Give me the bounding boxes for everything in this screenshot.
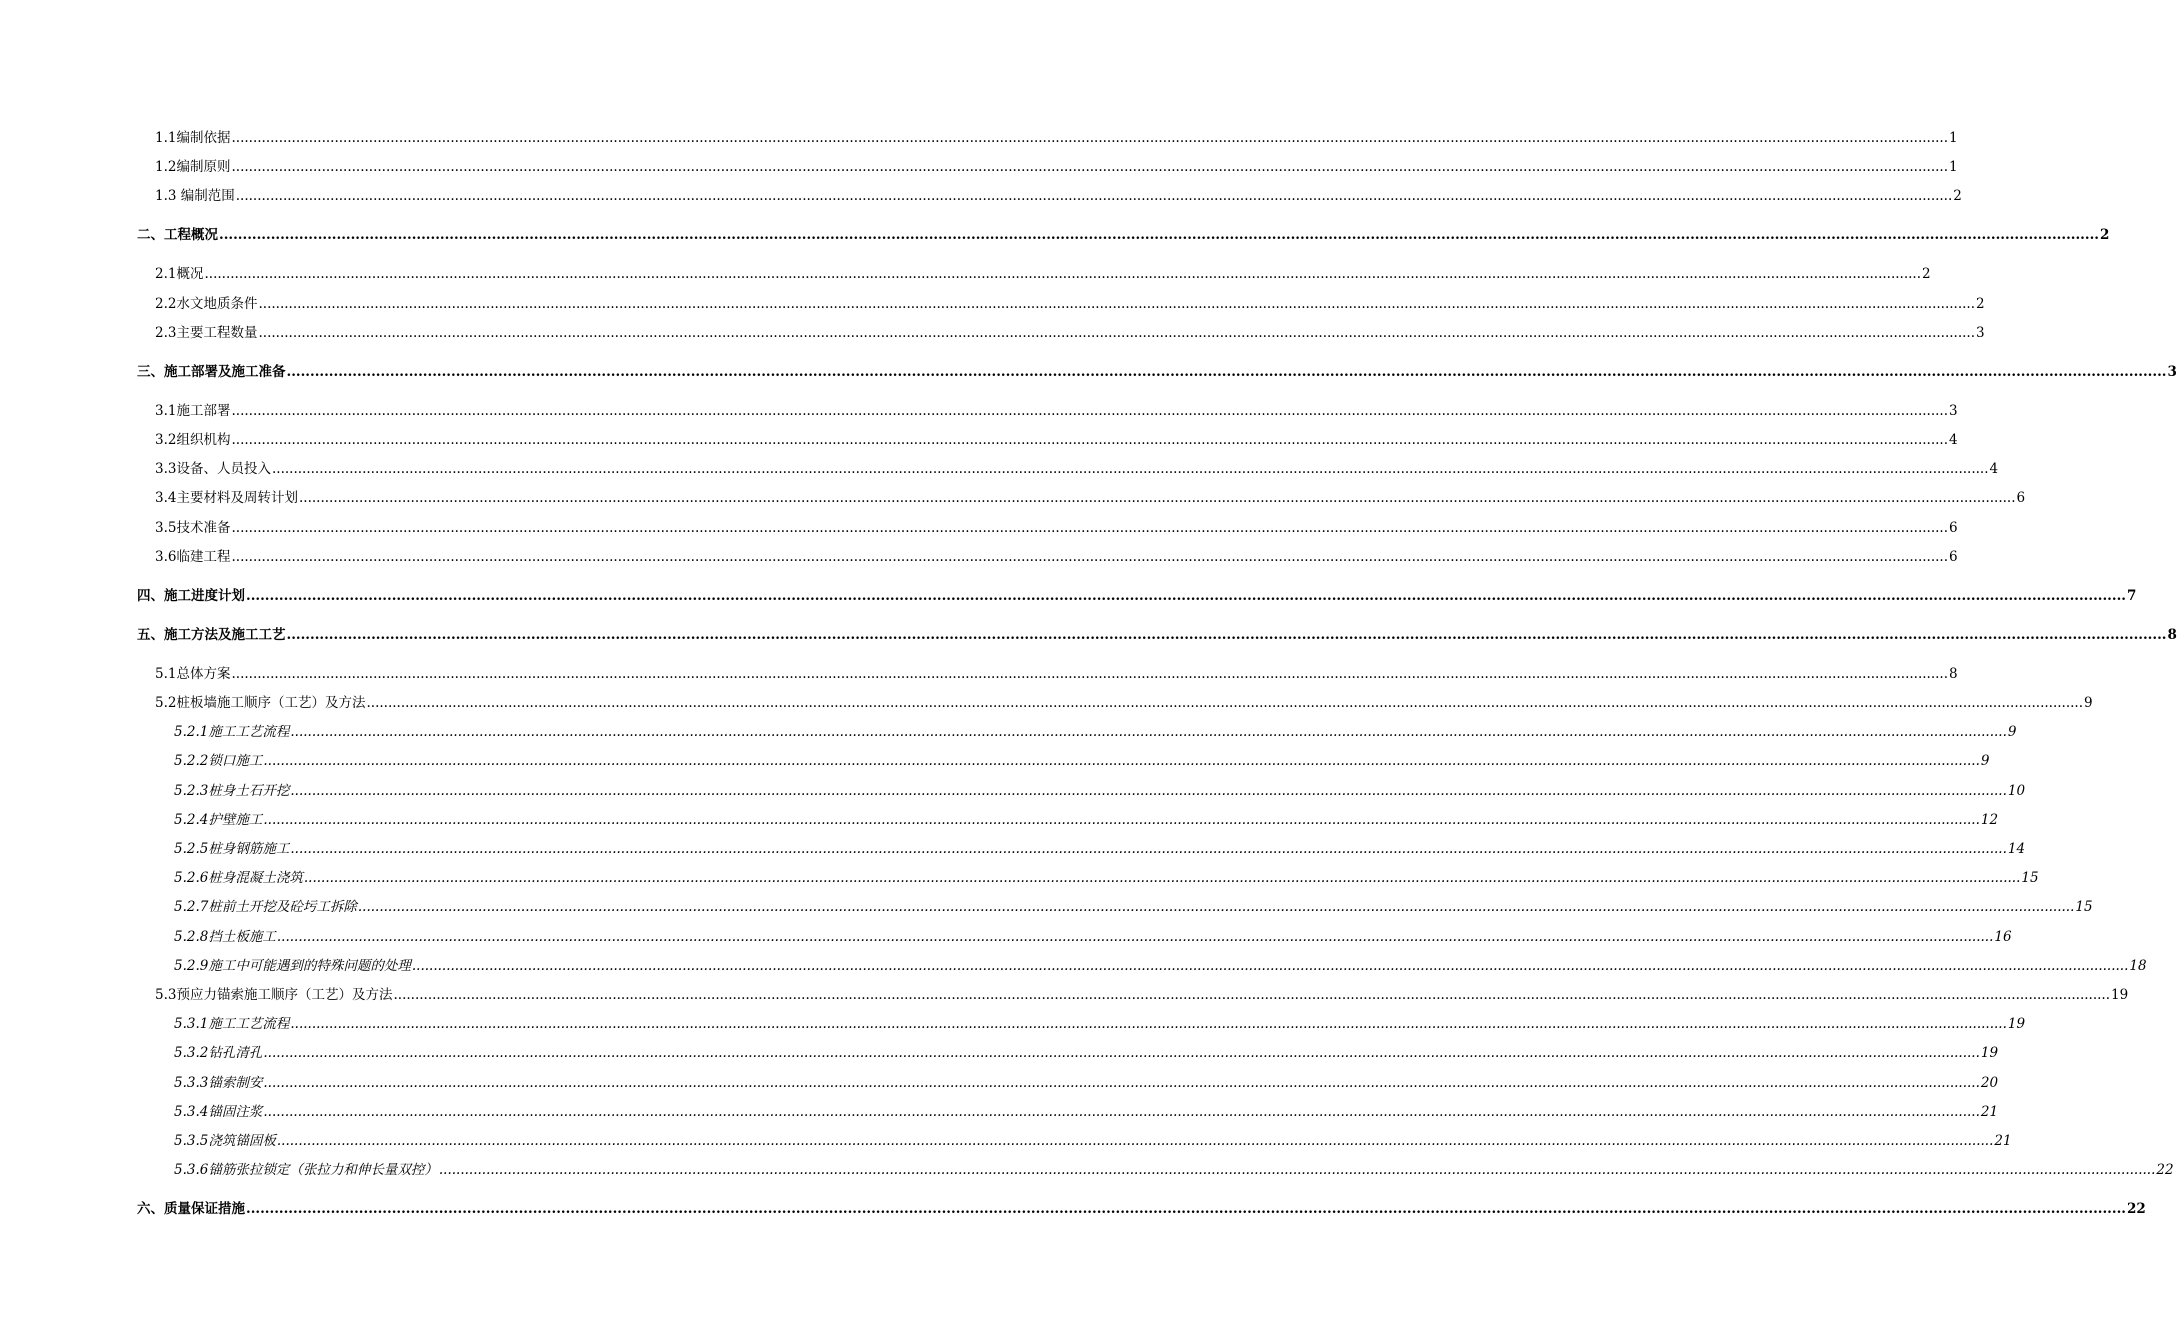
toc-heading[interactable] [137,360,2177,380]
toc-leader-dots: ................................................................................................................................................................................................................................................................................................................................................................................................................ [366,695,2083,711]
toc-leader-dots: ................................................................................................................................................................................................................................................................................................................................................................................................................ [271,461,1989,478]
toc-entry-title: 5.2.8挡土板施工 [174,928,276,945]
toc-entry-title: 1.2编制原则 [155,159,231,176]
toc-leader-dots: ................................................................................................................................................................................................................................................................................................................................................................................................................ [298,490,2016,507]
toc-entry[interactable] [155,457,1999,478]
toc-entry-title: 5.2.1施工工艺流程 [174,724,290,741]
toc-entry-title: 四、施工进度计划 [137,587,245,604]
toc-leader-dots: ................................................................................................................................................................................................................................................................................................................................................................................................................ [286,363,2167,380]
toc-page-number: 9 [2084,695,2093,711]
toc-leader-dots: ................................................................................................................................................................................................................................................................................................................................................................................................................ [290,724,2007,741]
toc-page-number: 2 [1976,295,1985,312]
toc-entry[interactable] [155,184,1962,205]
toc-page-number: 15 [2021,870,2039,887]
toc-entry[interactable] [174,808,1999,828]
toc-entry-title: 2.1概况 [155,266,204,283]
toc-entry-title: 六、质量保证措施 [137,1201,245,1218]
toc-page-number: 20 [1980,1074,1999,1091]
toc-page-number: 19 [2111,987,2129,1003]
toc-entry-title: 二、工程概况 [137,227,218,244]
toc-page-number: 3 [2167,363,2177,380]
toc-leader-dots: ................................................................................................................................................................................................................................................................................................................................................................................................................ [231,519,1948,536]
toc-entry-title: 5.3.3锚索制安 [174,1074,263,1091]
toc-heading[interactable] [137,623,2177,643]
toc-leader-dots: ................................................................................................................................................................................................................................................................................................................................................................................................................ [263,753,1980,770]
toc-entry[interactable] [174,1129,2012,1149]
toc-page-number: 15 [2075,899,2093,916]
toc-page-number: 1 [1949,159,1958,176]
toc-leader-dots: ................................................................................................................................................................................................................................................................................................................................................................................................................ [393,987,2110,1003]
toc-entry-title: 5.2.9施工中可能遇到的特殊问题的处理 [174,957,411,974]
toc-entry[interactable] [174,954,2147,974]
toc-leader-dots: ................................................................................................................................................................................................................................................................................................................................................................................................................ [290,841,2007,857]
toc-page-number: 9 [2007,724,2017,741]
toc-leader-dots: ................................................................................................................................................................................................................................................................................................................................................................................................................ [263,1074,1980,1091]
toc-entry-title: 5.2.6桩身混凝土浇筑 [174,870,303,887]
toc-page-number: 9 [1980,753,1990,770]
toc-leader-dots: ................................................................................................................................................................................................................................................................................................................................................................................................................ [276,928,1994,945]
toc-entry[interactable] [174,895,2093,916]
toc-entry-title: 5.2桩板墙施工顺序（工艺）及方法 [155,695,366,711]
toc-heading[interactable] [137,1197,2146,1218]
toc-heading[interactable] [137,584,2137,604]
toc-page-number: 21 [1980,1103,1999,1120]
toc-leader-dots: ................................................................................................................................................................................................................................................................................................................................................................................................................ [263,1103,1980,1120]
toc-page-number: 22 [2126,1201,2146,1218]
toc-entry[interactable] [155,691,2093,711]
toc-entry[interactable] [174,1071,1999,1091]
toc-page-number: 6 [1949,548,1958,565]
toc-entry-title: 3.6临建工程 [155,548,231,565]
toc-leader-dots: ................................................................................................................................................................................................................................................................................................................................................................................................................ [231,432,1948,448]
toc-entry-title: 5.2.3桩身土石开挖 [174,782,290,799]
toc-page-number: 16 [1994,928,2012,945]
toc-page-number: 12 [1980,811,1999,828]
toc-entry-title: 5.2.5桩身钢筋施工 [174,841,290,857]
toc-leader-dots: ................................................................................................................................................................................................................................................................................................................................................................................................................ [290,1016,2007,1033]
toc-leader-dots: ................................................................................................................................................................................................................................................................................................................................................................................................................ [235,188,1953,205]
toc-entry-title: 5.3.5浇筑锚固板 [174,1133,276,1149]
toc-page-number: 4 [1949,432,1958,448]
toc-page-number: 7 [2126,587,2137,604]
toc-entry[interactable] [174,925,2012,945]
toc-page-number: 2 [1922,266,1931,283]
toc-leader-dots: ................................................................................................................................................................................................................................................................................................................................................................................................................ [219,227,2099,244]
toc-entry[interactable] [174,1012,2026,1033]
toc-page-number: 19 [2007,1016,2026,1033]
toc-entry-title: 三、施工部署及施工准备 [137,363,286,380]
toc-entry-title: 1.3 编制范围 [155,188,235,205]
toc-entry-title: 2.2水文地质条件 [155,295,258,312]
toc-page-number: 2 [1953,188,1962,205]
toc-leader-dots: ................................................................................................................................................................................................................................................................................................................................................................................................................ [286,626,2167,643]
toc-leader-dots: ................................................................................................................................................................................................................................................................................................................................................................................................................ [438,1162,2156,1179]
toc-entry[interactable] [155,983,2129,1003]
toc-page-number: 18 [2129,957,2147,974]
toc-entry-title: 3.2组织机构 [155,432,231,448]
toc-entry-title: 5.3预应力锚索施工顺序（工艺）及方法 [155,987,393,1003]
toc-leader-dots: ................................................................................................................................................................................................................................................................................................................................................................................................................ [411,957,2129,974]
toc-entry-title: 1.1编制依据 [155,130,231,146]
toc-leader-dots: ................................................................................................................................................................................................................................................................................................................................................................................................................ [290,782,2007,799]
toc-page-number: 1 [1949,130,1958,146]
toc-page-number: 4 [1989,461,1999,478]
toc-leader-dots: ................................................................................................................................................................................................................................................................................................................................................................................................................ [246,587,2126,604]
toc-page-number: 6 [2016,490,2026,507]
toc-leader-dots: ................................................................................................................................................................................................................................................................................................................................................................................................................ [258,324,1975,341]
toc-leader-dots: ................................................................................................................................................................................................................................................................................................................................................................................................................ [231,159,1948,176]
toc-entry[interactable] [155,155,1958,176]
toc-entry[interactable] [155,545,1958,565]
toc-entry-title: 5.3.4锚固注浆 [174,1103,263,1120]
toc-entry[interactable] [174,749,1990,770]
toc-entry-title: 5.1总体方案 [155,665,231,682]
toc-entry-title: 5.2.7桩前土开挖及砼圬工拆除 [174,899,357,916]
toc-entry-title: 3.5技术准备 [155,519,231,536]
toc-leader-dots: ................................................................................................................................................................................................................................................................................................................................................................................................................ [246,1201,2126,1218]
toc-leader-dots: ................................................................................................................................................................................................................................................................................................................................................................................................................ [263,811,1980,828]
toc-page-number: 10 [2007,782,2026,799]
toc-entry-title: 五、施工方法及施工工艺 [137,626,286,643]
toc-entry[interactable] [155,321,1985,341]
toc-page-number: 8 [1949,665,1958,682]
toc-entry-title: 5.2.4护壁施工 [174,811,263,828]
toc-entry[interactable] [155,486,2026,507]
toc-page-number: 14 [2007,841,2026,857]
toc-page-number: 3 [1976,324,1985,341]
toc-heading[interactable] [137,223,2110,244]
toc-page-number: 8 [2167,626,2177,643]
toc-entry-title: 2.3主要工程数量 [155,324,258,341]
toc-leader-dots: ................................................................................................................................................................................................................................................................................................................................................................................................................ [303,870,2021,887]
toc-entry-title: 3.3设备、人员投入 [155,461,271,478]
toc-entry[interactable] [155,292,1985,312]
toc-entry-title: 5.3.1施工工艺流程 [174,1016,290,1033]
toc-leader-dots: ................................................................................................................................................................................................................................................................................................................................................................................................................ [263,1045,1980,1062]
toc-page-number: 2 [2099,227,2110,244]
toc-page-number: 19 [1980,1045,1999,1062]
toc-entry-title: 5.2.2锁口施工 [174,753,263,770]
toc-leader-dots: ................................................................................................................................................................................................................................................................................................................................................................................................................ [231,130,1948,146]
toc-entry[interactable] [174,837,2026,857]
toc-entry-title: 5.3.6锚筋张拉锁定（张拉力和伸长量双控） [174,1162,438,1179]
toc-leader-dots: ................................................................................................................................................................................................................................................................................................................................................................................................................ [357,899,2075,916]
toc-leader-dots: ................................................................................................................................................................................................................................................................................................................................................................................................................ [231,548,1948,565]
toc-entry[interactable] [174,1100,1999,1120]
toc-leader-dots: ................................................................................................................................................................................................................................................................................................................................................................................................................ [231,402,1948,419]
toc-entry[interactable] [155,399,1958,419]
toc-entry[interactable] [155,126,1958,146]
toc-entry[interactable] [155,428,1958,448]
toc-leader-dots: ................................................................................................................................................................................................................................................................................................................................................................................................................ [276,1133,1994,1149]
toc-entry-title: 5.3.2钻孔清孔 [174,1045,263,1062]
toc-entry-title: 3.1施工部署 [155,402,231,419]
toc-entry[interactable] [174,866,2039,887]
toc-entry[interactable] [155,516,1958,536]
toc-entry-title: 3.4主要材料及周转计划 [155,490,298,507]
toc-page-number: 6 [1949,519,1958,536]
toc-page-number: 3 [1949,402,1958,419]
toc-entry[interactable] [174,1041,1999,1062]
toc-leader-dots: ................................................................................................................................................................................................................................................................................................................................................................................................................ [231,665,1948,682]
toc-page-number: 21 [1994,1133,2012,1149]
toc-entry[interactable] [174,1158,2174,1179]
toc-entry[interactable] [155,662,1958,682]
toc-page-number: 22 [2156,1162,2174,1179]
toc-entry[interactable] [174,720,2017,741]
toc-leader-dots: ................................................................................................................................................................................................................................................................................................................................................................................................................ [258,295,1975,312]
toc-leader-dots: ................................................................................................................................................................................................................................................................................................................................................................................................................ [204,266,1921,283]
toc-entry[interactable] [174,779,2026,799]
toc-entry[interactable] [155,262,1931,283]
